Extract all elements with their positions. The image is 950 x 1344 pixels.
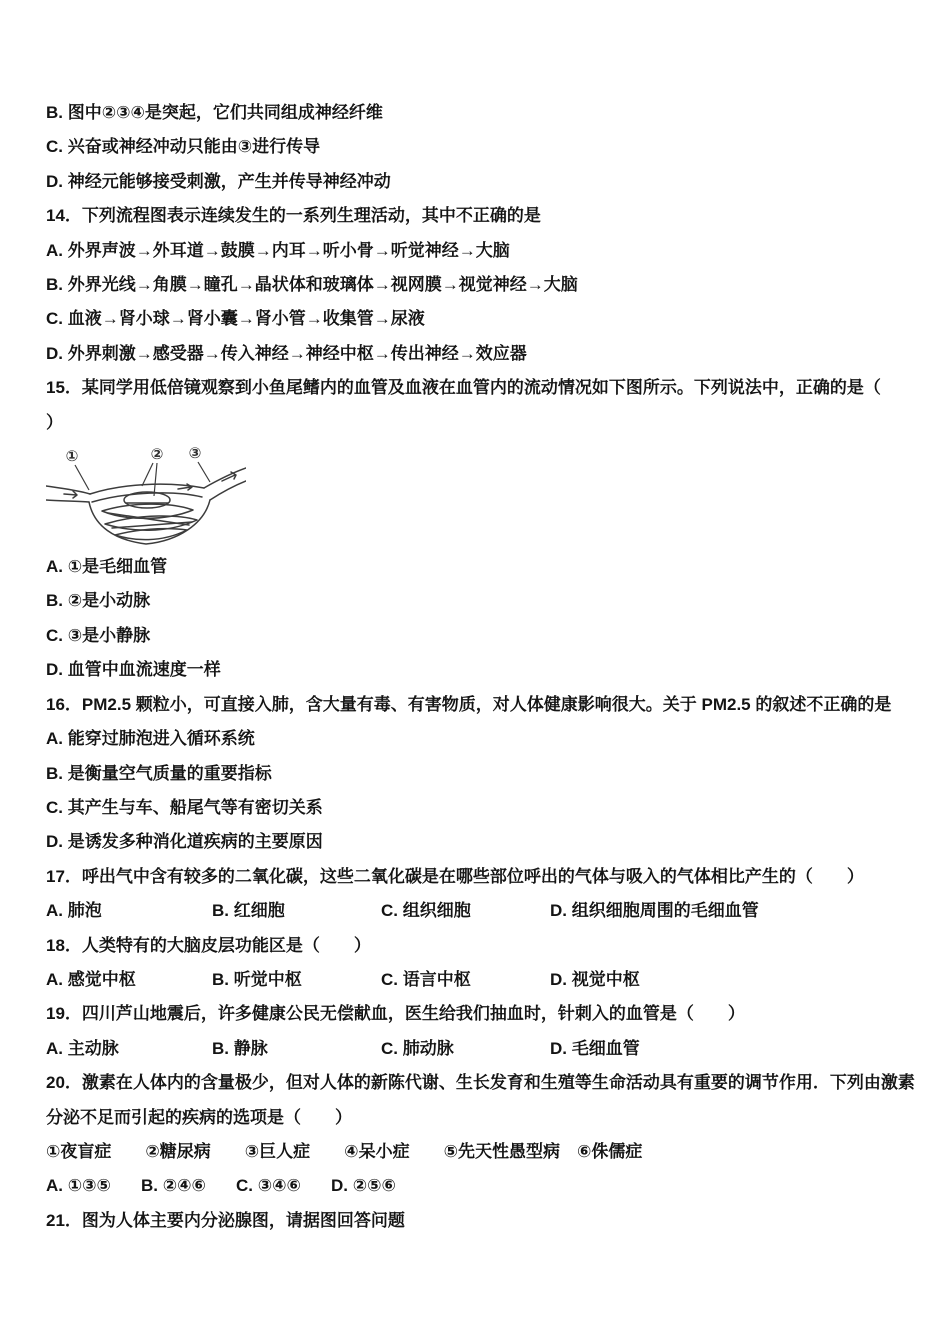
q17-option-c: C. 组织细胞 [381, 901, 471, 921]
q16-option-c: C. 其产生与车、船尾气等有密切关系 [46, 797, 323, 817]
q20-stem-line2: 分泌不足而引起的疾病的选项是（ ） [46, 1107, 352, 1127]
q15-option-d: D. 血管中血流速度一样 [46, 660, 221, 680]
network-top-inner-wall [92, 493, 202, 502]
q15-figure-fish-tail-blood-vessels [46, 440, 910, 550]
label2-leader-line-a [142, 463, 153, 486]
q18-stem: 18．人类特有的大脑皮层功能区是（ ） [46, 935, 371, 955]
q17-options-row [46, 894, 910, 928]
q14-option-d: D. 外界刺激→感受器→传入神经→神经中枢→传出神经→效应器 [46, 343, 527, 363]
blood-vessel-diagram [46, 440, 246, 550]
q15-option-a: A. ①是毛细血管 [46, 557, 168, 577]
q17-option-b: B. 红细胞 [212, 901, 285, 921]
figure-label-3: ③ [188, 445, 202, 463]
right-vessel-bottom-wall [210, 481, 246, 500]
left-vessel-bottom-wall [46, 500, 89, 502]
q19-option-c: C. 肺动脉 [381, 1038, 454, 1058]
q20-items-row: ①夜盲症 ②糖尿病 ③巨人症 ④呆小症 ⑤先天性愚型病 ⑥侏儒症 [46, 1141, 643, 1161]
right-vessel-top-wall [204, 468, 246, 488]
q18-option-c: C. 语言中枢 [381, 969, 471, 989]
left-vessel-top-wall [46, 486, 90, 494]
q13-option-d: D. 神经元能够接受刺激，产生并传导神经冲动 [46, 171, 391, 191]
q14-stem: 14．下列流程图表示连续发生的一系列生理活动，其中不正确的是 [46, 206, 541, 226]
q21-stem: 21．图为人体主要内分泌腺图，请据图回答问题 [46, 1210, 405, 1230]
q18-option-b: B. 听觉中枢 [212, 969, 302, 989]
q20-answer-d: D. ②⑤⑥ [331, 1176, 396, 1196]
label1-leader-line [75, 465, 89, 490]
q20-stem-line1: 20．激素在人体内的含量极少，但对人体的新陈代谢、生长发育和生殖等生命活动具有重要的调节作用．下列由激素 [46, 1073, 915, 1093]
q14-option-a: A. 外界声波→外耳道→鼓膜→内耳→听小骨→听觉神经→大脑 [46, 240, 510, 260]
q15-option-b: B. ②是小动脉 [46, 591, 151, 611]
q19-option-d: D. 毛细血管 [550, 1038, 640, 1058]
q19-options-row [46, 1032, 910, 1066]
capillary-strand-2 [112, 522, 192, 528]
q17-option-a: A. 肺泡 [46, 901, 102, 921]
figure-label-1: ① [65, 448, 79, 466]
q17-option-d: D. 组织细胞周围的毛细血管 [550, 901, 759, 921]
label2-leader-line-b [154, 463, 157, 496]
q19-stem: 19．四川芦山地震后，许多健康公民无偿献血，医生给我们抽血时，针刺入的血管是（ ） [46, 1004, 745, 1024]
q14-option-c: C. 血液→肾小球→肾小囊→肾小管→收集管→尿液 [46, 309, 425, 329]
q20-answer-b: B. ②④⑥ [141, 1176, 206, 1196]
q15-stem-line1: 15．某同学用低倍镜观察到小鱼尾鳍内的血管及血液在血管内的流动情况如下图所示。下列说法中，正确的是（ [46, 378, 881, 398]
q14-option-b: B. 外界光线→角膜→瞳孔→晶状体和玻璃体→视网膜→视觉神经→大脑 [46, 275, 578, 295]
q18-option-d: D. 视觉中枢 [550, 969, 640, 989]
q16-stem: 16．PM2.5 颗粒小，可直接入肺，含大量有毒、有害物质，对人体健康影响很大。关于 PM2.5 的叙述不正确的是 [46, 694, 892, 714]
q13-option-c: C. 兴奋或神经冲动只能由③进行传导 [46, 137, 321, 157]
q19-option-a: A. 主动脉 [46, 1038, 119, 1058]
q16-option-a: A. 能穿过肺泡进入循环系统 [46, 729, 255, 749]
label3-leader-line [198, 462, 210, 482]
q15-option-c: C. ③是小静脉 [46, 625, 151, 645]
q15-stem-line2: ） [46, 412, 63, 432]
q16-option-b: B. 是衡量空气质量的重要指标 [46, 763, 272, 783]
q18-options-row [46, 963, 910, 997]
q20-answer-c: C. ③④⑥ [236, 1176, 301, 1196]
q18-option-a: A. 感觉中枢 [46, 969, 136, 989]
q13-option-b: B. 图中②③④是突起，它们共同组成神经纤维 [46, 103, 383, 122]
figure-label-2: ② [150, 446, 164, 464]
q19-option-b: B. 静脉 [212, 1038, 268, 1058]
q20-answers-row [46, 1169, 910, 1203]
q16-option-d: D. 是诱发多种消化道疾病的主要原因 [46, 832, 323, 852]
q20-answer-a: A. ①③⑤ [46, 1176, 111, 1196]
q17-stem: 17．呼出气中含有较多的二氧化碳，这些二氧化碳是在哪些部位呼出的气体与吸入的气体相比产生的（ ） [46, 866, 864, 886]
left-flow-arrow [64, 491, 77, 498]
